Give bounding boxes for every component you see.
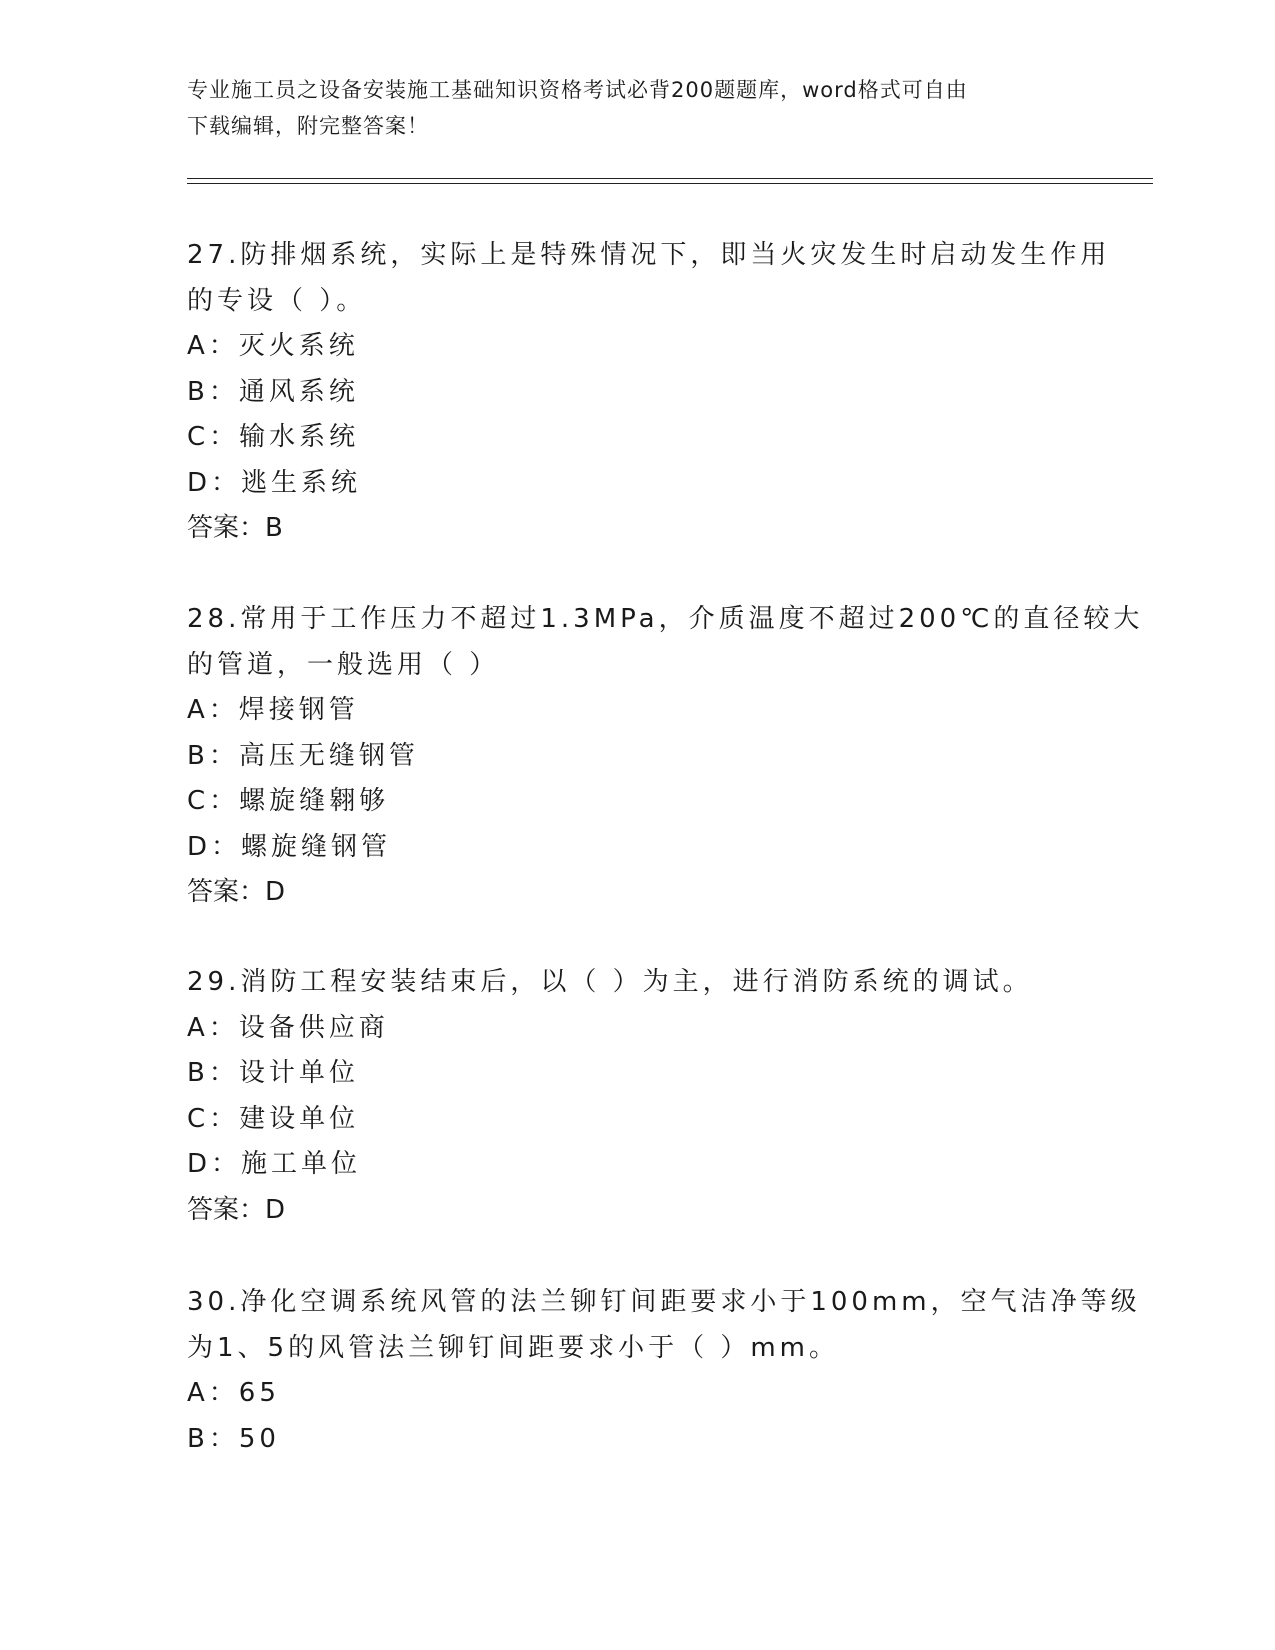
option-b: B：设计单位: [187, 1058, 359, 1088]
option-d: D：螺旋缝钢管: [187, 831, 392, 862]
question-27: [187, 233, 1111, 552]
question-stem-line: 的专设（ ）。: [187, 285, 367, 316]
header-line-2: 下载编辑，附完整答案！: [187, 114, 429, 138]
question-stem-line: 为1、5的风管法兰铆钉间距要求小于（ ）mm。: [187, 1332, 840, 1363]
answer-line: 答案：B: [187, 513, 283, 543]
header-divider-top: [187, 178, 1153, 179]
question-30: [187, 1280, 1141, 1462]
answer-line: 答案：D: [187, 1194, 286, 1225]
question-stem-line: 29.消防工程安装结束后，以（ ）为主，进行消防系统的调试。: [187, 967, 1033, 997]
option-c: C：螺旋缝翱够: [187, 786, 390, 816]
option-a: A：焊接钢管: [187, 695, 359, 725]
option-b: B：高压无缝钢管: [187, 740, 419, 771]
option-d: D：逃生系统: [187, 467, 362, 498]
question-stem-line: 的管道，一般选用（ ）: [187, 649, 500, 680]
option-a: A：65: [187, 1378, 280, 1408]
option-b: B：通风系统: [187, 376, 359, 407]
option-a: A：灭火系统: [187, 331, 359, 361]
question-stem-line: 28.常用于工作压力不超过1.3MPa，介质温度不超过200℃的直径较大: [187, 604, 1144, 634]
question-28: [187, 597, 1144, 916]
question-29: [187, 960, 1087, 1233]
answer-line: 答案：D: [187, 877, 286, 907]
question-stem-line: 30.净化空调系统风管的法兰铆钉间距要求小于100mm，空气洁净等级: [187, 1287, 1141, 1317]
question-stem-line: 27.防排烟系统，实际上是特殊情况下，即当火灾发生时启动发生作用: [187, 240, 1111, 270]
option-b: B：50: [187, 1423, 280, 1454]
header-line-1: 专业施工员之设备安装施工基础知识资格考试必背200题题库，word格式可自由: [187, 78, 968, 102]
option-d: D：施工单位: [187, 1149, 362, 1179]
option-c: C：建设单位: [187, 1103, 360, 1134]
document-header: [187, 72, 1087, 144]
option-c: C：输水系统: [187, 422, 360, 452]
header-divider-bottom: [187, 183, 1153, 184]
option-a: A：设备供应商: [187, 1012, 389, 1043]
